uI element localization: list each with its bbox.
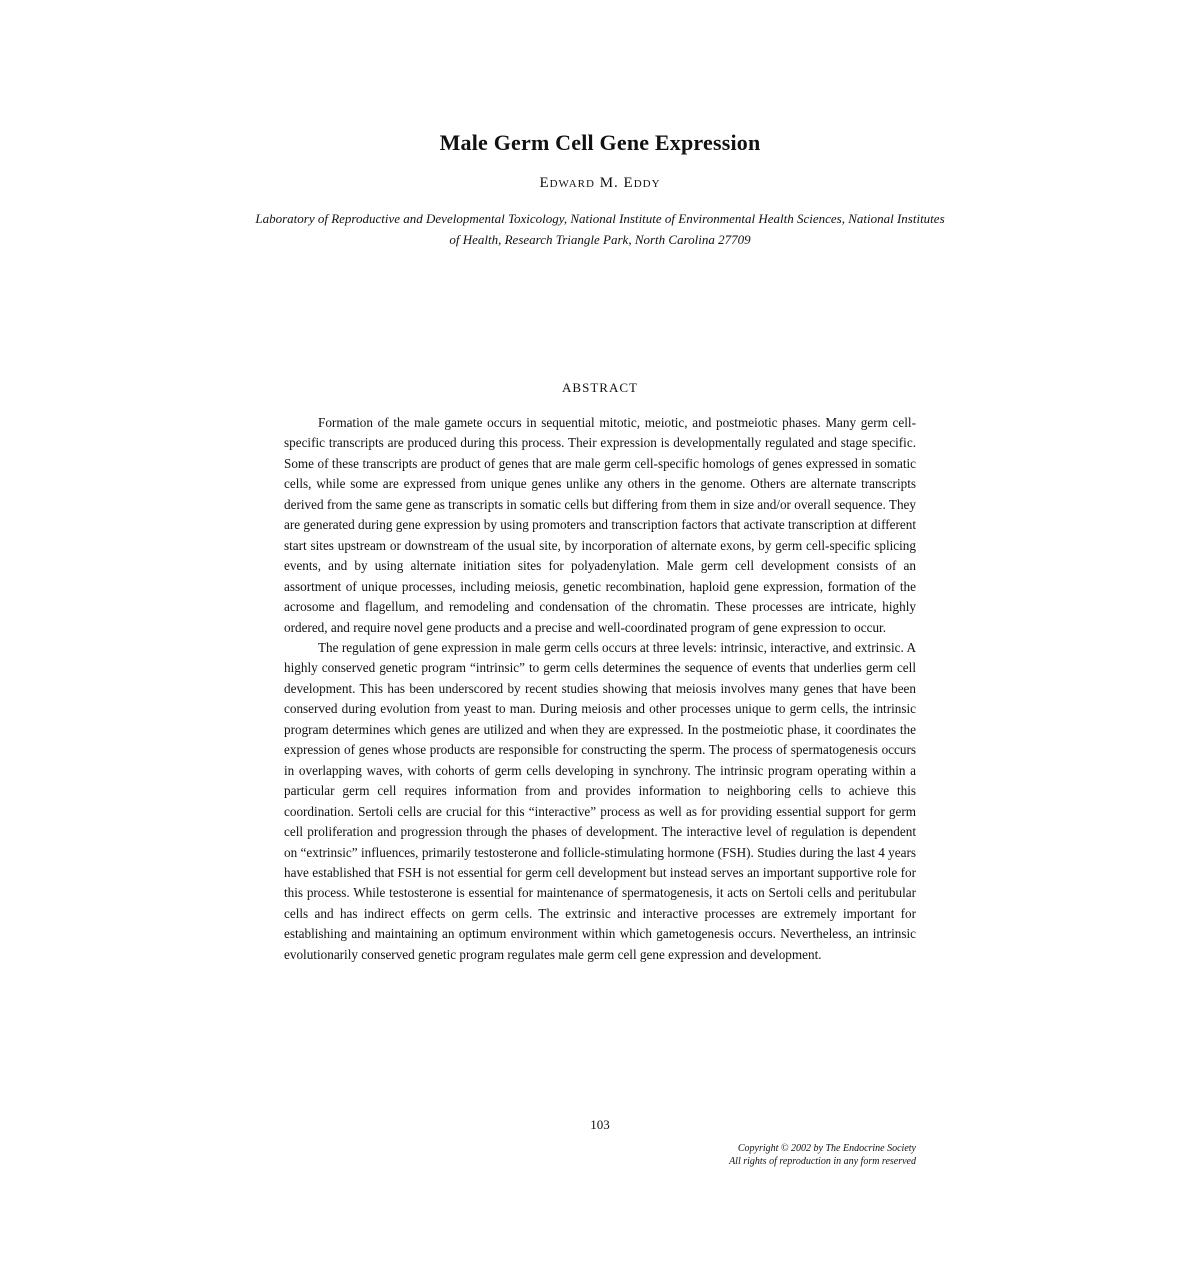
abstract-paragraph-2: The regulation of gene expression in male germ cells occurs at three levels: intrinsic, interactive, and extrinsic. A highly conserved genetic program “intrinsic” to germ cells determines the sequence of events that underlies germ cell development. This has been underscored by recent studies showing that meiosis involves many genes that have been conserved during evolution from yeast to man. During meiosis and other processes unique to germ cells, the intrinsic program determines which genes are utilized and when they are expressed. In the postmeiotic phase, it coordinates the expression of genes whose products are responsible for constructing the sperm. The process of spermatogenesis occurs in overlapping waves, with cohorts of germ cells developing in synchrony. The intrinsic program operating within a particular germ cell requires information from and provides information to neighboring cells to achieve this coordination. Sertoli cells are crucial for this “interactive” process as well as for providing essential support for germ cell proliferation and progression through the phases of development. The interactive level of regulation is dependent on “extrinsic” influences, primarily testosterone and follicle-stimulating hormone (FSH). Studies during the last 4 years have established that FSH is not essential for germ cell development but instead serves an important supportive role for this process. While testosterone is essential for maintenance of spermatogenesis, it acts on Sertoli cells and peritubular cells and has indirect effects on germ cells. The extrinsic and interactive processes are extremely important for establishing and maintaining an optimum environment within which gametogenesis occurs. Nevertheless, an intrinsic evolutionarily conserved genetic program regulates male germ cell gene expression and development.	[284, 639, 916, 962]
abstract-body	[284, 413, 916, 965]
author-name: Edward M. Eddy	[539, 175, 661, 191]
abstract-heading: ABSTRACT	[562, 380, 638, 395]
paper-title: Male Germ Cell Gene Expression	[439, 130, 761, 155]
author-affiliation: Laboratory of Reproductive and Developmental Toxicology, National Institute of Environmental Health Sciences, National Institutes of Health, Research Triangle Park, North Carolina 27709	[255, 211, 945, 247]
copyright-notice	[516, 1142, 916, 1168]
page-number: 103	[590, 1117, 610, 1132]
abstract-paragraph-1: Formation of the male gamete occurs in sequential mitotic, meiotic, and postmeiotic phases. Many germ cell-specific transcripts are produced during this process. Their expression is developmentally regulated and stage specific. Some of these transcripts are product of genes that are male germ cell-specific homologs of genes expressed in somatic cells, while some are expressed from unique genes unlike any others in the genome. Others are alternate transcripts derived from the same gene as transcripts in somatic cells but differing from them in size and/or overall sequence. They are generated during gene expression by using promoters and transcription factors that activate transcription at different start sites upstream or downstream of the usual site, by incorporation of alternate exons, by germ cell-specific splicing events, and by using alternate initiation sites for polyadenylation. Male germ cell development consists of an assortment of unique processes, including meiosis, genetic recombination, haploid gene expression, formation of the acrosome and flagellum, and remodeling and condensation of the chromatin. These processes are intricate, highly ordered, and require novel gene products and a precise and well-coordinated program of gene expression to occur.	[284, 415, 916, 635]
copyright-line-2: All rights of reproduction in any form reserved	[729, 1156, 916, 1167]
copyright-line-1: Copyright © 2002 by The Endocrine Society	[737, 1143, 916, 1154]
